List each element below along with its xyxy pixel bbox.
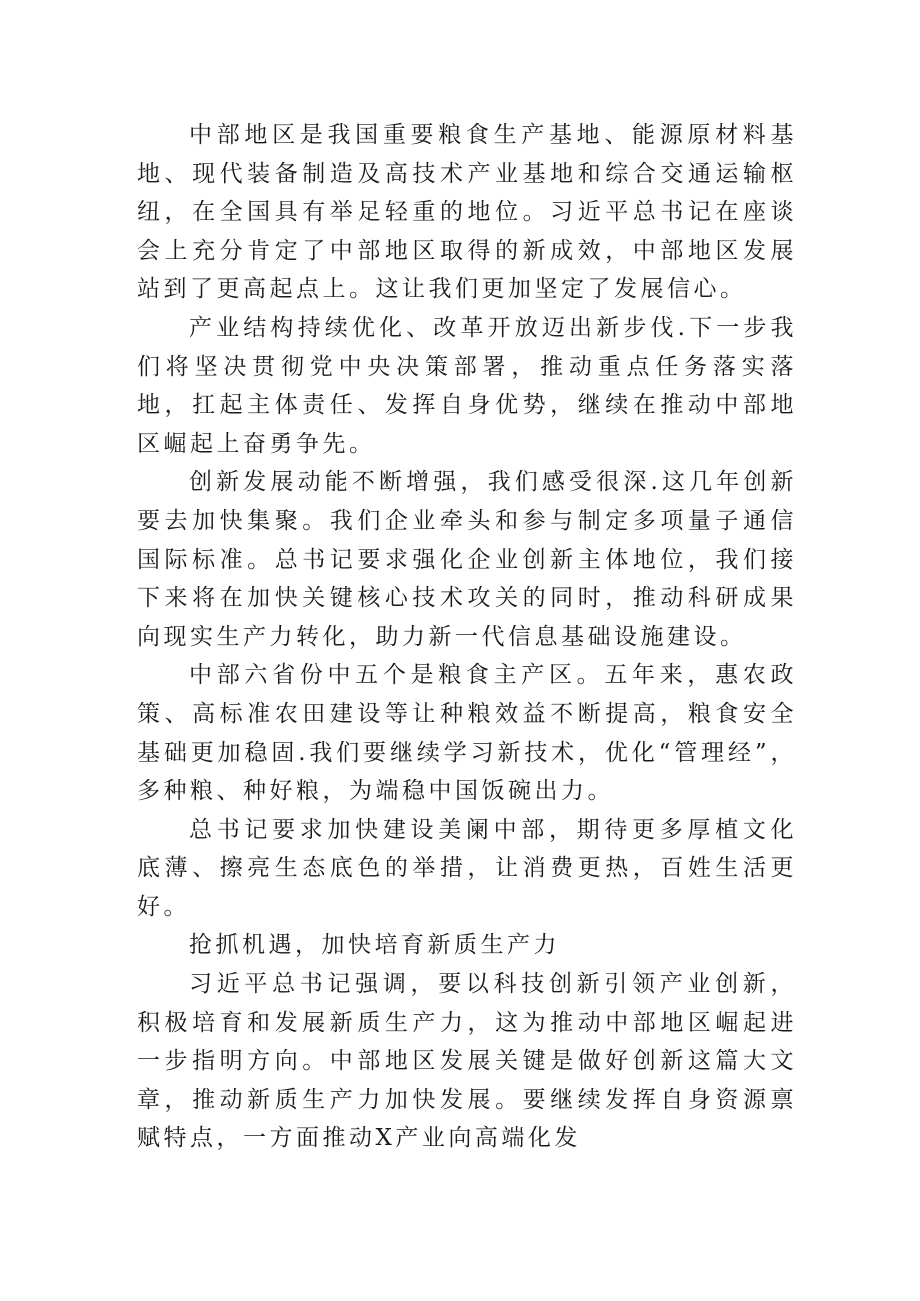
paragraph-3: 创新发展动能不断增强，我们感受很深.这几年创新要去加快集聚。我们企业牵头和参与制定多项量子通信国际标准。总书记要求强化企业创新主体地位，我们接下来将在加快关键核心技术攻关的同时，推动科研成果向现实生产力转化，助力新一代信息基础设施建设。 bbox=[137, 469, 797, 650]
paragraph-5: 总书记要求加快建设美阑中部，期待更多厚植文化底薄、擦亮生态底色的举措，让消费更热，百姓生活更好。 bbox=[137, 816, 797, 920]
paragraph-1: 中部地区是我国重要粮食生产基地、能源原材料基地、现代装备制造及高技术产业基地和综合交通运输枢纽，在全国具有举足轻重的地位。习近平总书记在座谈会上充分肯定了中部地区取得的新成效，中部地区发展站到了更高起点上。这让我们更加坚定了发展信心。 bbox=[137, 122, 797, 303]
paragraph-2: 产业结构持续优化、改革开放迈出新步伐.下一步我们将坚决贯彻党中央决策部署，推动重点任务落实落地，扛起主体责任、发挥自身优势，继续在推动中部地区崛起上奋勇争先。 bbox=[137, 314, 797, 457]
paragraph-4: 中部六省份中五个是粮食主产区。五年来，惠农政策、高标准农田建设等让种粮效益不断提高，粮食安全基础更加稳固.我们要继续学习新技术，优化“管理经”，多种粮、种好粮，为端稳中国饭碗出力。 bbox=[137, 662, 797, 805]
paragraph-6: 习近平总书记强调，要以科技创新引领产业创新，积极培育和发展新质生产力，这为推动中部地区崛起进一步指明方向。中部地区发展关键是做好创新这篇大文章，推动新质生产力加快发展。要继续发挥自身资源禀赋特点，一方面推动X产业向高端化发 bbox=[137, 971, 797, 1152]
document-body bbox=[137, 116, 797, 1158]
section-heading: 抢抓机遇，加快培育新质生产力 bbox=[189, 932, 560, 959]
